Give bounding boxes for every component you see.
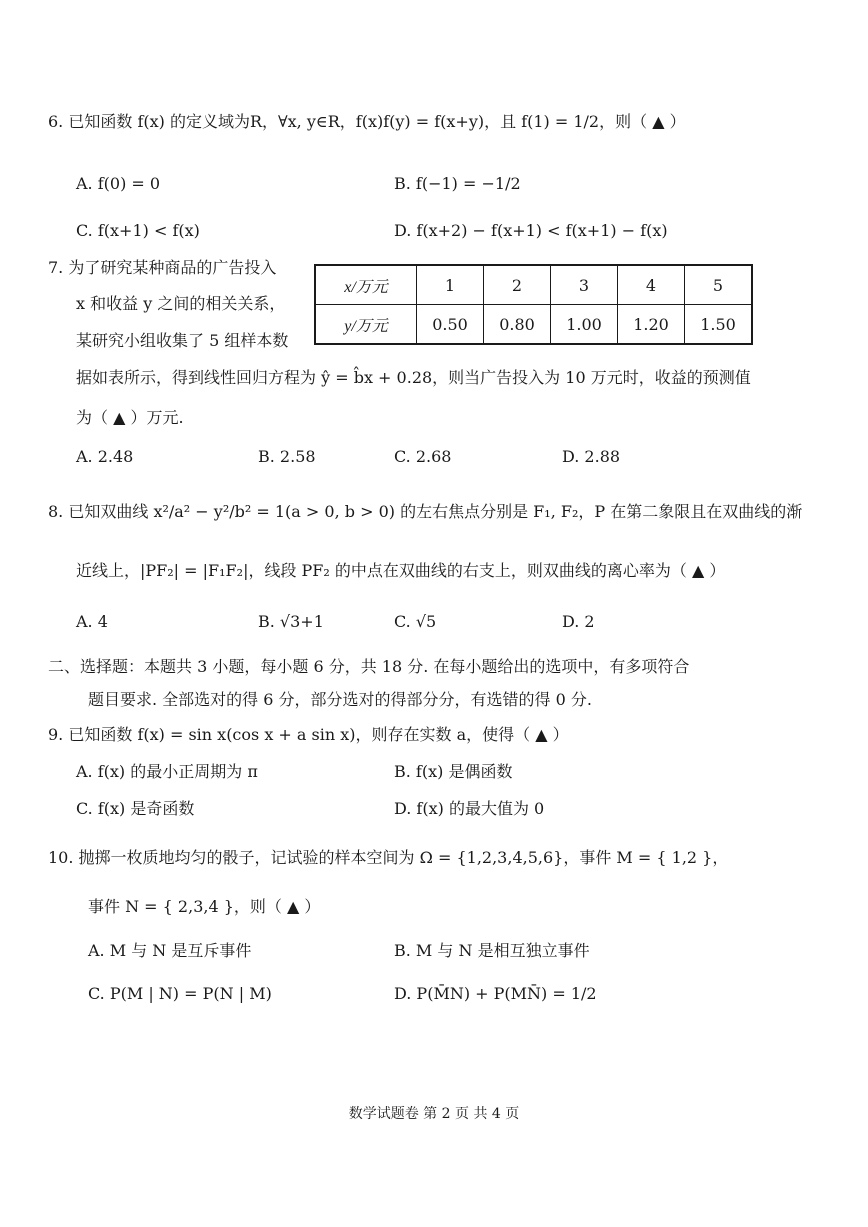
q9-option-c: C. f(x) 是奇函数 <box>76 799 195 818</box>
table-cell: 3 <box>551 265 618 305</box>
q7-stem-line-4: 据如表所示，得到线性回归方程为 ŷ = b̂x + 0.28，则当广告投入为 10 万元时，收益的预测值 <box>76 368 751 387</box>
q7-stem-line-3: 某研究小组收集了 5 组样本数 <box>76 331 289 350</box>
q9-option-b: B. f(x) 是偶函数 <box>394 762 513 781</box>
section-2-heading: 二、选择题：本题共 3 小题，每小题 6 分，共 18 分. 在每小题给出的选项中，有多项符合 <box>48 657 690 676</box>
q10-option-a: A. M 与 N 是互斥事件 <box>88 941 252 960</box>
table-cell: 5 <box>685 265 753 305</box>
q6-stem: 6. 已知函数 f(x) 的定义域为R，∀x, y∈R，f(x)f(y) = f(x+y)，且 f(1) = 1/2，则（ ▲ ） <box>48 112 686 131</box>
q8-option-b: B. √3+1 <box>258 612 324 631</box>
table-cell: 1 <box>417 265 484 305</box>
q6-option-a: A. f(0) = 0 <box>76 174 161 193</box>
table-cell: 2 <box>484 265 551 305</box>
table-cell: 1.00 <box>551 305 618 345</box>
table-row <box>315 265 752 305</box>
q10-option-d: D. P(M̄N) + P(MN̄) = 1/2 <box>394 984 597 1003</box>
table-cell: 0.80 <box>484 305 551 345</box>
q9-option-d: D. f(x) 的最大值为 0 <box>394 799 545 818</box>
q8-option-c: C. √5 <box>394 612 437 631</box>
q9-option-a: A. f(x) 的最小正周期为 π <box>76 762 258 781</box>
q7-option-a: A. 2.48 <box>76 447 134 466</box>
table-row <box>315 305 752 345</box>
q6-option-d: D. f(x+2) − f(x+1) < f(x+1) − f(x) <box>394 221 668 240</box>
q6-option-b: B. f(−1) = −1/2 <box>394 174 521 193</box>
table-cell: 1.20 <box>618 305 685 345</box>
q7-stem-line-5: 为（ ▲ ）万元. <box>76 408 184 427</box>
table-header-x: x/万元 <box>315 265 417 305</box>
q7-stem-line-2: x 和收益 y 之间的相关关系， <box>76 294 286 313</box>
q6-option-c: C. f(x+1) < f(x) <box>76 221 200 240</box>
q7-stem-line-1: 7. 为了研究某种商品的广告投入 <box>48 258 277 277</box>
section-2-instructions: 题目要求. 全部选对的得 6 分，部分选对的得部分分，有选错的得 0 分. <box>88 690 592 709</box>
q7-option-d: D. 2.88 <box>562 447 621 466</box>
q7-data-table <box>314 264 753 345</box>
q8-option-a: A. 4 <box>76 612 108 631</box>
page-footer: 数学试题卷 第 2 页 共 4 页 <box>348 1106 520 1122</box>
table-cell: 4 <box>618 265 685 305</box>
q8-stem-line-2: 近线上，|PF₂| = |F₁F₂|，线段 PF₂ 的中点在双曲线的右支上，则双曲线的离心率为（ ▲ ） <box>76 561 726 580</box>
table-header-y: y/万元 <box>315 305 417 345</box>
table-cell: 1.50 <box>685 305 753 345</box>
q10-option-c: C. P(M | N) = P(N | M) <box>88 984 272 1003</box>
q7-option-c: C. 2.68 <box>394 447 452 466</box>
q7-option-b: B. 2.58 <box>258 447 316 466</box>
q8-stem-line-1: 8. 已知双曲线 x²/a² − y²/b² = 1(a > 0, b > 0) 的左右焦点分别是 F₁, F₂，P 在第二象限且在双曲线的渐 <box>48 502 803 521</box>
q8-option-d: D. 2 <box>562 612 595 631</box>
q10-option-b: B. M 与 N 是相互独立事件 <box>394 941 590 960</box>
table-cell: 0.50 <box>417 305 484 345</box>
q10-stem-line-1: 10. 抛掷一枚质地均匀的骰子，记试验的样本空间为 Ω = {1,2,3,4,5,6}，事件 M = { 1,2 }， <box>48 848 729 867</box>
q9-stem: 9. 已知函数 f(x) = sin x(cos x + a sin x)，则存在实数 a，使得（ ▲ ） <box>48 725 569 744</box>
q10-stem-line-2: 事件 N = { 2,3,4 }，则（ ▲ ） <box>88 897 321 916</box>
